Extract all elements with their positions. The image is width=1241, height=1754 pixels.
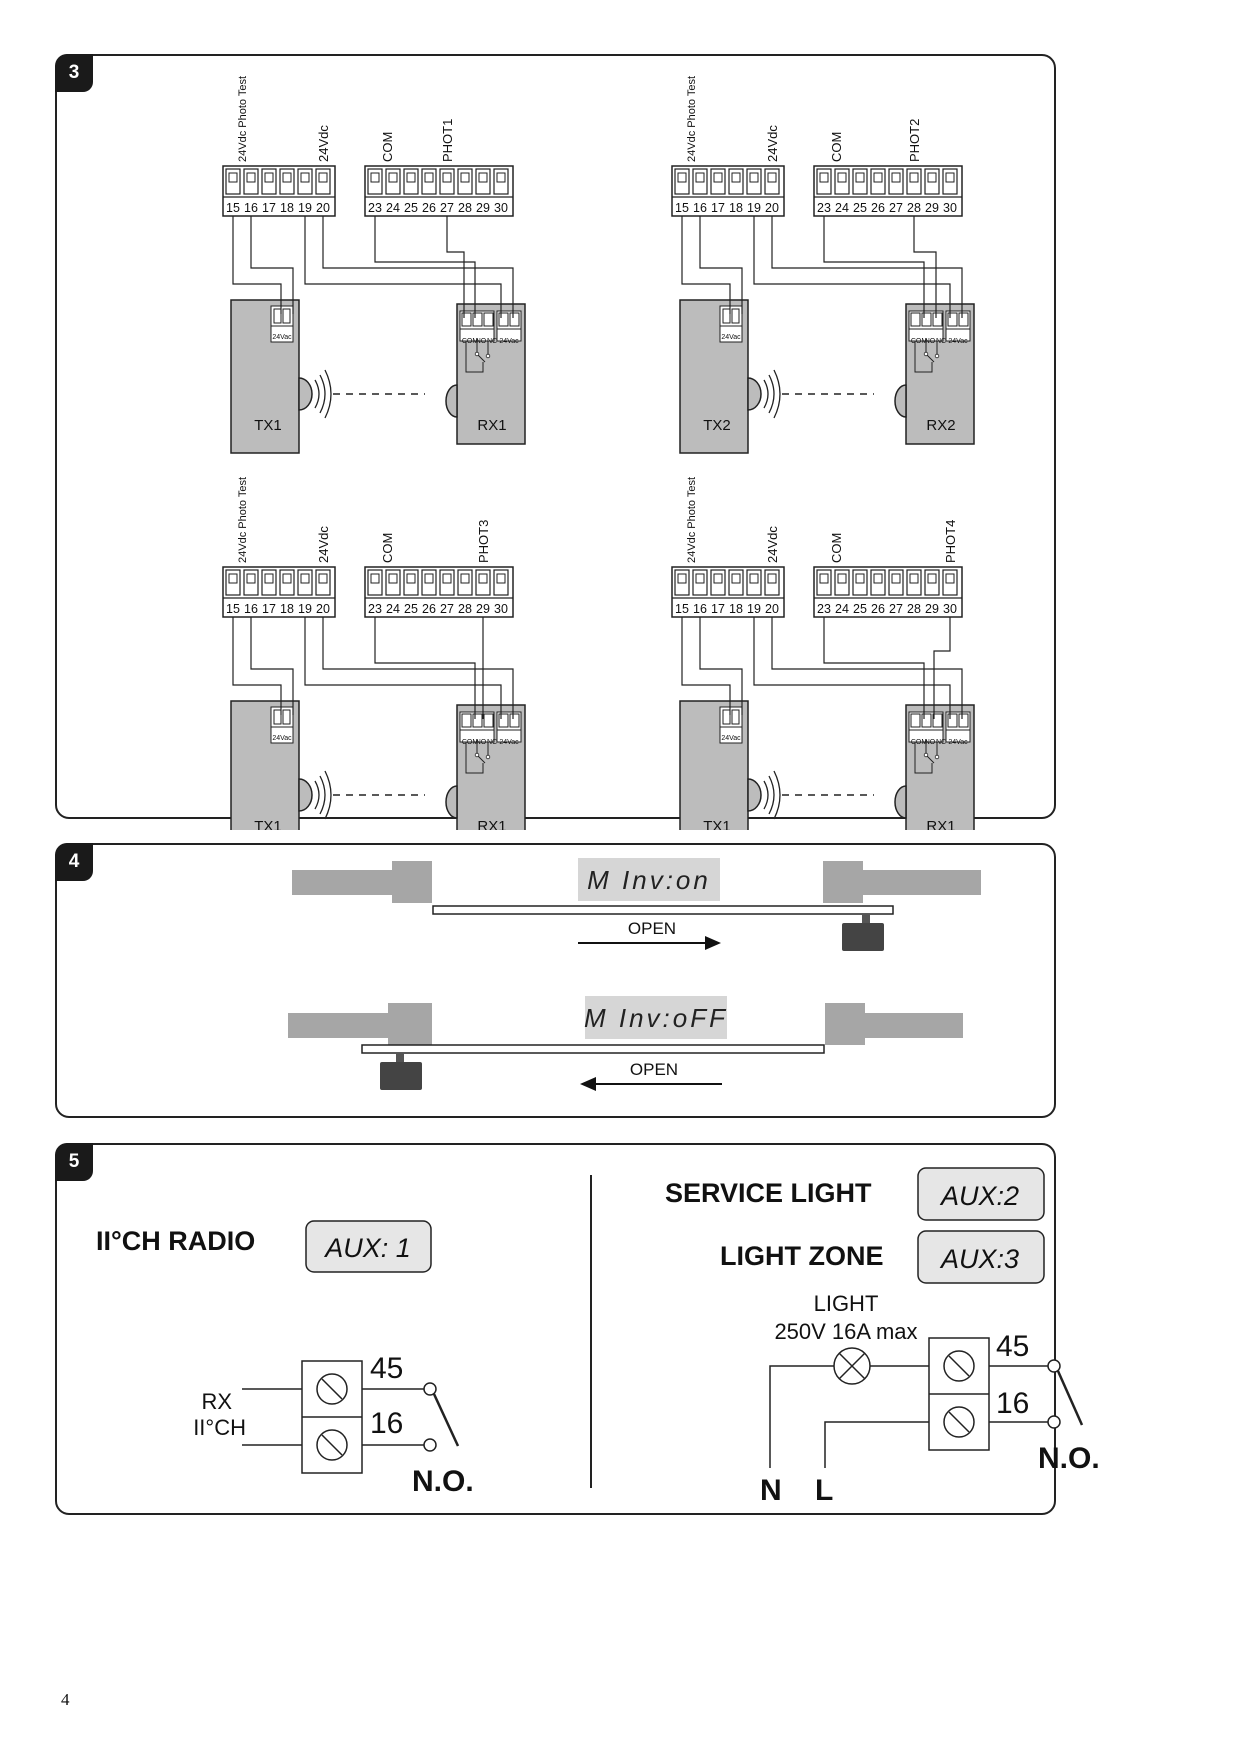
svg-text:24Vac: 24Vac — [272, 334, 292, 341]
svg-text:27: 27 — [440, 201, 454, 215]
svg-text:20: 20 — [765, 602, 779, 616]
l-label: L — [815, 1474, 834, 1507]
gate-direction-diagram — [0, 843, 1241, 1118]
svg-text:NC: NC — [935, 739, 947, 746]
svg-text:17: 17 — [711, 201, 725, 215]
panel-3-badge: 3 — [55, 54, 93, 92]
svg-text:24Vdc Photo Test: 24Vdc Photo Test — [237, 476, 249, 563]
svg-text:16: 16 — [693, 201, 707, 215]
svg-text:PHOT1: PHOT1 — [440, 118, 455, 162]
svg-text:NC: NC — [935, 338, 947, 345]
svg-text:NO: NO — [475, 338, 487, 345]
gate-scene-off — [288, 996, 963, 1091]
svg-text:COM: COM — [461, 739, 479, 746]
svg-text:26: 26 — [871, 602, 885, 616]
svg-text:16: 16 — [244, 201, 258, 215]
svg-text:PHOT3: PHOT3 — [476, 519, 491, 563]
zone-title: LIGHT ZONE — [720, 1241, 884, 1271]
svg-text:NO: NO — [924, 739, 936, 746]
svg-text:24Vac: 24Vac — [948, 739, 968, 746]
svg-text:TX1: TX1 — [254, 818, 282, 830]
photocell-wiring-diagrams — [0, 0, 1241, 830]
svg-text:28: 28 — [458, 201, 472, 215]
svg-text:COM: COM — [910, 338, 928, 345]
svg-text:17: 17 — [262, 201, 276, 215]
svg-text:30: 30 — [494, 602, 508, 616]
svg-text:24Vac: 24Vac — [499, 338, 519, 345]
svg-text:29: 29 — [925, 602, 939, 616]
svg-text:TX1: TX1 — [703, 818, 731, 830]
svg-text:26: 26 — [422, 201, 436, 215]
svg-text:16: 16 — [244, 602, 258, 616]
svg-text:15: 15 — [675, 201, 689, 215]
svg-text:19: 19 — [747, 602, 761, 616]
svg-text:18: 18 — [280, 602, 294, 616]
svg-text:24: 24 — [835, 602, 849, 616]
svg-text:25: 25 — [853, 602, 867, 616]
service-display: AUX:2 — [940, 1181, 1020, 1211]
svg-text:27: 27 — [889, 201, 903, 215]
svg-text:RX1: RX1 — [926, 818, 956, 830]
radio-display: AUX: 1 — [325, 1233, 411, 1263]
svg-text:30: 30 — [943, 201, 957, 215]
svg-text:25: 25 — [853, 201, 867, 215]
svg-text:NC: NC — [486, 739, 498, 746]
svg-text:23: 23 — [817, 201, 831, 215]
svg-text:25: 25 — [404, 201, 418, 215]
svg-text:15: 15 — [675, 602, 689, 616]
svg-text:24Vac: 24Vac — [721, 334, 741, 341]
svg-text:26: 26 — [422, 602, 436, 616]
service-title: SERVICE LIGHT — [665, 1178, 872, 1208]
svg-text:19: 19 — [298, 201, 312, 215]
light-label: LIGHT — [813, 1291, 879, 1316]
svg-text:29: 29 — [476, 602, 490, 616]
light-rating: 250V 16A max — [774, 1319, 918, 1344]
svg-text:24Vdc Photo Test: 24Vdc Photo Test — [686, 75, 698, 162]
svg-text:28: 28 — [907, 201, 921, 215]
n-label: N — [760, 1474, 782, 1507]
radio-t16: 16 — [370, 1407, 404, 1440]
svg-text:20: 20 — [765, 201, 779, 215]
svg-text:RX1: RX1 — [477, 417, 507, 434]
svg-text:15: 15 — [226, 201, 240, 215]
svg-text:27: 27 — [889, 602, 903, 616]
svg-text:17: 17 — [262, 602, 276, 616]
svg-text:27: 27 — [440, 602, 454, 616]
svg-text:24Vdc: 24Vdc — [316, 125, 331, 162]
svg-text:TX1: TX1 — [254, 417, 282, 434]
svg-text:23: 23 — [368, 602, 382, 616]
light-t45: 45 — [996, 1330, 1030, 1363]
svg-text:24Vac: 24Vac — [272, 735, 292, 742]
svg-text:COM: COM — [829, 532, 844, 563]
open-label-top: OPEN — [627, 919, 677, 938]
svg-text:NC: NC — [486, 338, 498, 345]
svg-text:COM: COM — [380, 532, 395, 563]
svg-text:30: 30 — [494, 201, 508, 215]
panel-5-badge: 5 — [55, 1143, 93, 1181]
svg-text:29: 29 — [476, 201, 490, 215]
radio-title: II°CH RADIO — [96, 1226, 256, 1256]
svg-text:26: 26 — [871, 201, 885, 215]
svg-text:20: 20 — [316, 602, 330, 616]
radio-t45: 45 — [370, 1352, 404, 1385]
svg-text:20: 20 — [316, 201, 330, 215]
svg-text:COM: COM — [380, 131, 395, 162]
light-relay — [770, 1338, 1082, 1468]
svg-text:24Vdc Photo Test: 24Vdc Photo Test — [237, 75, 249, 162]
svg-text:17: 17 — [711, 602, 725, 616]
svg-text:23: 23 — [368, 201, 382, 215]
svg-text:24: 24 — [386, 602, 400, 616]
svg-text:24Vac: 24Vac — [948, 338, 968, 345]
panel-4-badge: 4 — [55, 843, 93, 881]
svg-text:PHOT2: PHOT2 — [907, 118, 922, 162]
svg-text:RX2: RX2 — [926, 417, 956, 434]
radio-relay — [242, 1361, 458, 1473]
svg-text:28: 28 — [907, 602, 921, 616]
svg-text:NO: NO — [475, 739, 487, 746]
svg-text:19: 19 — [298, 602, 312, 616]
phot-wire — [447, 216, 464, 318]
rx-label: RX — [201, 1389, 232, 1414]
svg-text:29: 29 — [925, 201, 939, 215]
svg-text:24Vac: 24Vac — [499, 739, 519, 746]
display-on: M Inv:on — [587, 865, 711, 895]
svg-text:24: 24 — [386, 201, 400, 215]
light-no: N.O. — [1038, 1442, 1100, 1475]
svg-text:NO: NO — [924, 338, 936, 345]
svg-text:COM: COM — [910, 739, 928, 746]
svg-text:18: 18 — [280, 201, 294, 215]
svg-text:30: 30 — [943, 602, 957, 616]
aux-output-diagrams — [0, 1143, 1241, 1523]
svg-text:COM: COM — [829, 131, 844, 162]
zone-display: AUX:3 — [940, 1244, 1020, 1274]
svg-text:24Vac: 24Vac — [721, 735, 741, 742]
svg-text:28: 28 — [458, 602, 472, 616]
light-t16: 16 — [996, 1387, 1030, 1420]
svg-text:16: 16 — [693, 602, 707, 616]
svg-text:24Vdc: 24Vdc — [316, 526, 331, 563]
svg-text:25: 25 — [404, 602, 418, 616]
svg-text:18: 18 — [729, 201, 743, 215]
svg-text:23: 23 — [817, 602, 831, 616]
svg-text:COM: COM — [461, 338, 479, 345]
radio-no: N.O. — [412, 1465, 474, 1498]
svg-text:PHOT4: PHOT4 — [943, 519, 958, 563]
page-number: 4 — [61, 1690, 70, 1709]
svg-text:TX2: TX2 — [703, 417, 731, 434]
svg-text:24Vdc: 24Vdc — [765, 526, 780, 563]
open-label-bottom: OPEN — [629, 1060, 679, 1079]
display-off: M Inv:oFF — [583, 1003, 729, 1033]
gate-scene-on — [292, 858, 981, 951]
svg-text:24: 24 — [835, 201, 849, 215]
svg-text:19: 19 — [747, 201, 761, 215]
svg-text:18: 18 — [729, 602, 743, 616]
svg-text:24Vdc: 24Vdc — [765, 125, 780, 162]
ch-label: II°CH — [193, 1415, 246, 1440]
svg-text:RX1: RX1 — [477, 818, 507, 830]
svg-text:24Vdc Photo Test: 24Vdc Photo Test — [686, 476, 698, 563]
svg-text:15: 15 — [226, 602, 240, 616]
